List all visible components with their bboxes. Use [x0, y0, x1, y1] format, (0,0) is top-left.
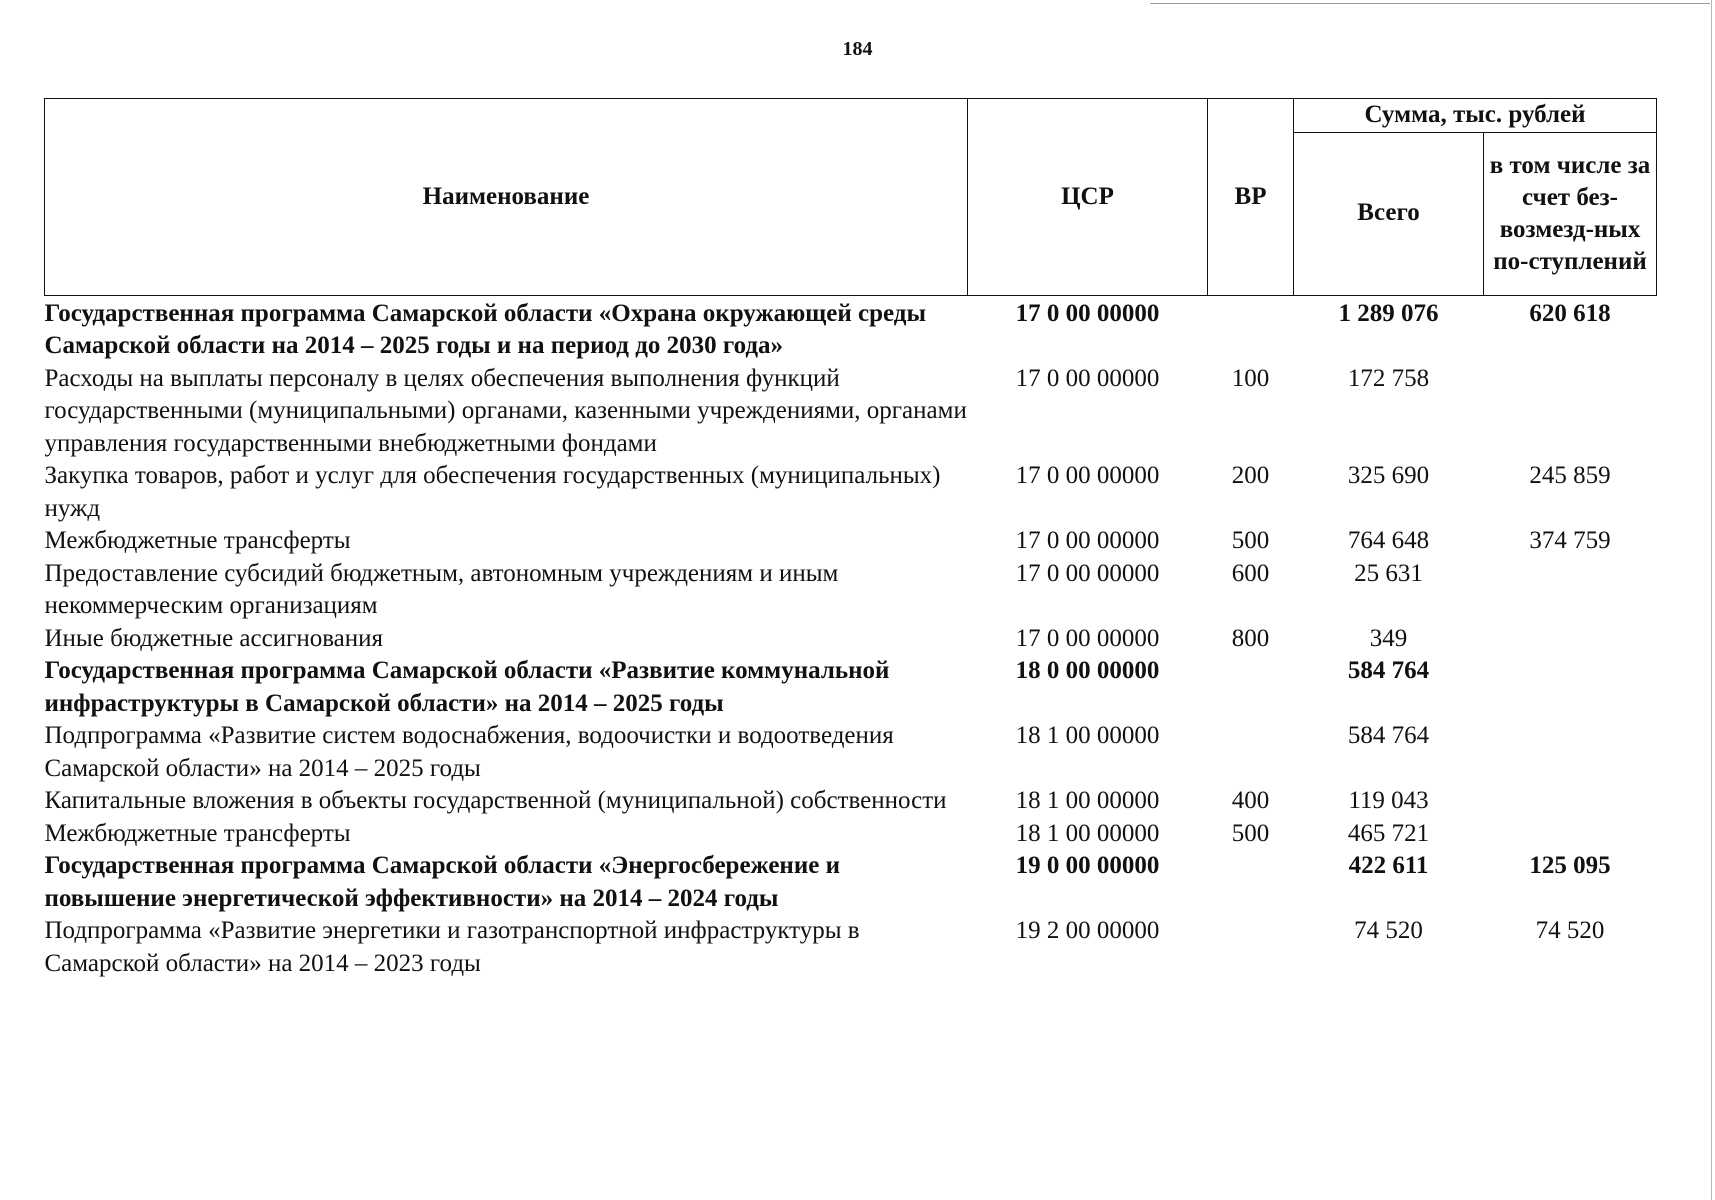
- page-number: 184: [842, 38, 873, 60]
- row-name-cell: Межбюджетные трансферты: [44, 527, 351, 554]
- row-total-cell: 465 721: [1347, 819, 1430, 847]
- row-grant-cell: [1484, 655, 1657, 720]
- scan-edge-line-top: [1150, 3, 1710, 4]
- row-total-cell: 764 648: [1347, 527, 1430, 554]
- row-total-cell: 422 611: [1348, 852, 1429, 879]
- row-grant-cell: 620 618: [1529, 299, 1611, 327]
- table-row: [45, 720, 1657, 785]
- row-total-cell: 349: [1369, 624, 1408, 652]
- row-vr-cell: 600: [1231, 559, 1270, 587]
- header-total: Всего: [1294, 132, 1484, 295]
- row-vr-cell: 500: [1231, 819, 1270, 847]
- row-csr-cell: 18 0 00 00000: [1015, 657, 1160, 684]
- header-grant: в том числе за счет без-возмезд-ных по-ступлений: [1484, 132, 1657, 295]
- row-total-cell: 25 631: [1354, 559, 1423, 587]
- row-name-cell: Государственная программа Самарской области «Охрана окружающей среды Самарской области на 2014 – 2025 годы и на период до 2030 года»: [44, 299, 926, 359]
- row-grant-cell: 374 759: [1529, 527, 1611, 554]
- scan-edge-line-right: [1711, 0, 1712, 1200]
- budget-table: [44, 98, 1657, 980]
- table-row: [45, 525, 1657, 558]
- header-vr: ВР: [1208, 99, 1294, 296]
- row-total-cell: 584 764: [1347, 722, 1430, 749]
- row-grant-cell: [1484, 623, 1657, 656]
- row-csr-cell: 17 0 00 00000: [1015, 364, 1160, 392]
- row-vr-cell: [1208, 295, 1294, 363]
- row-name-cell: Закупка товаров, работ и услуг для обеспечения государственных (муниципальных) нужд: [44, 462, 941, 522]
- header-sum-group: Сумма, тыс. рублей: [1294, 99, 1657, 133]
- row-grant-cell: [1484, 720, 1657, 785]
- row-csr-cell: 17 0 00 00000: [1015, 559, 1160, 587]
- row-total-cell: 1 289 076: [1338, 299, 1439, 327]
- row-csr-cell: 17 0 00 00000: [1015, 462, 1160, 489]
- row-vr-cell: 500: [1231, 527, 1270, 554]
- row-name-cell: Подпрограмма «Развитие систем водоснабжения, водоочистки и водоотведения Самарской области» на 2014 – 2025 годы: [44, 722, 894, 782]
- row-csr-cell: 17 0 00 00000: [1015, 624, 1160, 652]
- table-row: [45, 818, 1657, 851]
- table-header: [45, 99, 1657, 296]
- row-total-cell: 119 043: [1348, 787, 1429, 814]
- row-vr-cell: 800: [1231, 624, 1270, 652]
- row-total-cell: 325 690: [1347, 462, 1430, 489]
- table-row: [45, 655, 1657, 720]
- row-csr-cell: 19 0 00 00000: [1015, 852, 1160, 879]
- row-name-cell: Иные бюджетные ассигнования: [44, 624, 384, 652]
- row-grant-cell: 74 520: [1535, 917, 1605, 944]
- table-row: [45, 850, 1657, 915]
- row-vr-cell: 400: [1231, 787, 1270, 814]
- row-vr-cell: [1208, 915, 1294, 980]
- row-csr-cell: 18 1 00 00000: [1015, 819, 1160, 847]
- row-name-cell: Капитальные вложения в объекты государственной (муниципальной) собственности: [44, 787, 947, 814]
- row-vr-cell: 100: [1231, 364, 1270, 392]
- table-row: [45, 915, 1657, 980]
- row-grant-cell: 125 095: [1529, 852, 1611, 879]
- table-row: [45, 558, 1657, 623]
- row-vr-cell: [1208, 850, 1294, 915]
- row-grant-cell: [1484, 818, 1657, 851]
- row-name-cell: Государственная программа Самарской области «Развитие коммунальной инфраструктуры в Самарской области» на 2014 – 2025 годы: [44, 657, 890, 717]
- table-row: [45, 363, 1657, 461]
- row-csr-cell: 17 0 00 00000: [1015, 299, 1160, 327]
- row-csr-cell: 17 0 00 00000: [1015, 527, 1160, 554]
- row-grant-cell: [1484, 363, 1657, 461]
- row-name-cell: Подпрограмма «Развитие энергетики и газотранспортной инфраструктуры в Самарской области» на 2014 – 2023 годы: [44, 917, 860, 977]
- row-vr-cell: 200: [1231, 462, 1270, 489]
- table-row: [45, 460, 1657, 525]
- row-name-cell: Предоставление субсидий бюджетным, автономным учреждениям и иным некоммерческим организациям: [44, 559, 839, 619]
- header-csr: ЦСР: [968, 99, 1208, 296]
- row-vr-cell: [1208, 720, 1294, 785]
- row-name-cell: Расходы на выплаты персоналу в целях обеспечения выполнения функций государственными (муниципальными) органами, казенными учреждениями, органами управления государственными внебюджетными фондами: [44, 364, 967, 457]
- row-total-cell: 172 758: [1347, 364, 1430, 392]
- row-vr-cell: [1208, 655, 1294, 720]
- row-total-cell: 584 764: [1347, 657, 1430, 684]
- header-name: Наименование: [45, 99, 968, 296]
- row-grant-cell: 245 859: [1529, 462, 1611, 489]
- row-name-cell: Государственная программа Самарской области «Энергосбережение и повышение энергетической эффективности» на 2014 – 2024 годы: [44, 852, 840, 912]
- row-csr-cell: 18 1 00 00000: [1015, 722, 1160, 749]
- table-body: [45, 295, 1657, 980]
- row-grant-cell: [1484, 785, 1657, 818]
- row-csr-cell: 19 2 00 00000: [1015, 917, 1160, 944]
- row-name-cell: Межбюджетные трансферты: [44, 819, 351, 847]
- row-total-cell: 74 520: [1354, 917, 1423, 944]
- row-grant-cell: [1484, 558, 1657, 623]
- table-row: [45, 785, 1657, 818]
- row-csr-cell: 18 1 00 00000: [1015, 787, 1160, 814]
- table-row: [45, 623, 1657, 656]
- table-row: [45, 295, 1657, 363]
